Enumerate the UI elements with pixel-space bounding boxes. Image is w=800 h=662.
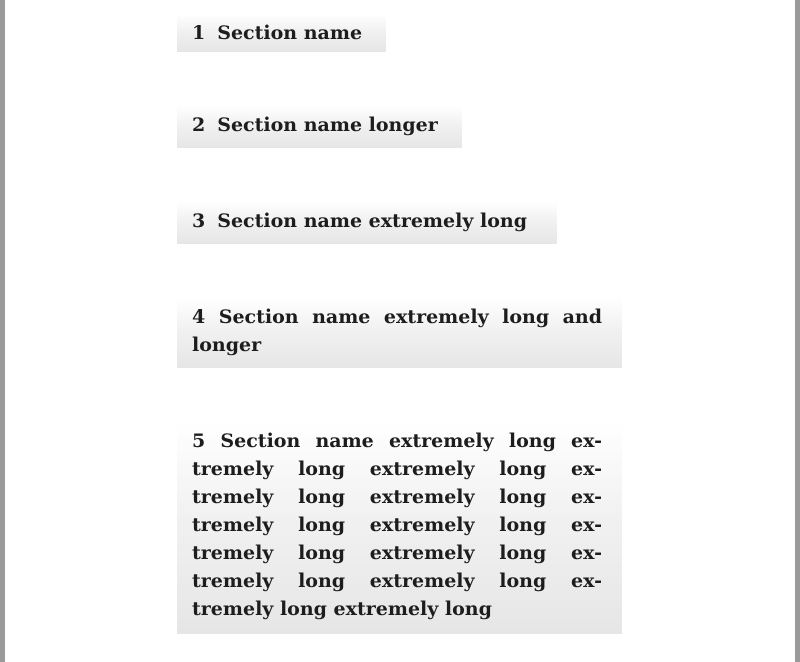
section-title: Section name extremely long — [217, 210, 527, 232]
section-title: Section name — [217, 22, 363, 44]
section-title-line: tremely long extremely long ex- — [192, 570, 602, 592]
section-title: Section name extremely long and — [218, 306, 602, 328]
section-heading-4 — [177, 298, 622, 368]
page-border-right — [795, 0, 800, 662]
section-title-line — [192, 303, 602, 331]
section-title-line: tremely long extremely long ex- — [192, 458, 602, 480]
section-number: 5 — [192, 430, 206, 452]
section-title: Section name extremely long ex- — [220, 430, 602, 452]
section-title-line: longer — [192, 334, 262, 356]
section-title-line: tremely long extremely long ex- — [192, 514, 602, 536]
section-title-line: tremely long extremely long — [192, 598, 492, 620]
section-number: 2 — [192, 114, 206, 136]
page-border-left — [0, 0, 5, 662]
section-title-line — [192, 427, 602, 455]
section-heading-2 — [177, 106, 462, 148]
section-title-line: tremely long extremely long ex- — [192, 486, 602, 508]
section-number: 4 — [192, 306, 206, 328]
section-number: 1 — [192, 22, 206, 44]
section-number: 3 — [192, 210, 206, 232]
section-title-line: tremely long extremely long ex- — [192, 542, 602, 564]
section-title: Section name longer — [217, 114, 438, 136]
section-heading-1 — [177, 14, 386, 52]
section-heading-5 — [177, 422, 622, 634]
section-heading-3 — [177, 202, 557, 244]
